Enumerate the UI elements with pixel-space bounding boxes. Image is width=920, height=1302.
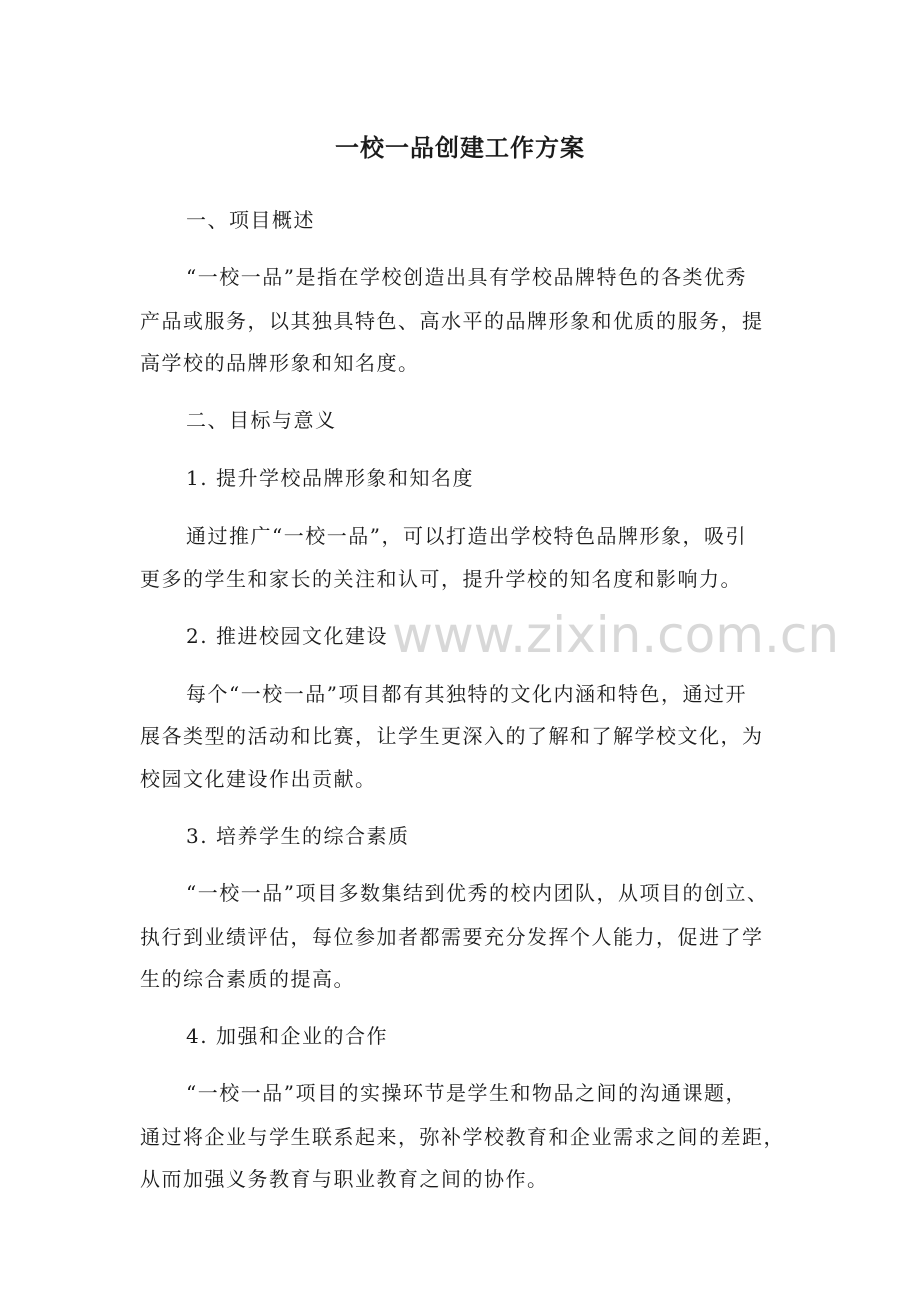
document-title: 一校一品创建工作方案: [335, 134, 585, 162]
paragraph-line: 产品或服务，以其独具特色、高水平的品牌形象和优质的服务，提: [140, 309, 764, 333]
paragraph-line: “一校一品”项目多数集结到优秀的校内团队，从项目的创立、: [186, 881, 769, 905]
paragraph-line: 执行到业绩评估，每位参加者都需要充分发挥个人能力，促进了学: [140, 925, 764, 949]
paragraph-line: “一校一品”是指在学校创造出具有学校品牌特色的各类优秀: [186, 265, 747, 289]
paragraph-line: “一校一品”项目的实操环节是学生和物品之间的沟通课题，: [186, 1081, 747, 1105]
paragraph-line: 校园文化建设作出贡献。: [140, 767, 377, 791]
paragraph-line: 通过将企业与学生联系起来，弥补学校教育和企业需求之间的差距，: [140, 1125, 785, 1149]
item-heading-3: 3. 培养学生的综合素质: [186, 824, 410, 848]
watermark: www.zixin.com.cn: [392, 606, 840, 664]
paragraph-line: 从而加强义务教育与职业教育之间的协作。: [140, 1167, 549, 1191]
paragraph-line: 生的综合素质的提高。: [140, 967, 355, 991]
item-heading-1: 1. 提升学校品牌形象和知名度: [186, 466, 474, 490]
paragraph-line: 展各类型的活动和比赛，让学生更深入的了解和了解学校文化，为: [140, 724, 764, 748]
paragraph-line: 每个“一校一品”项目都有其独特的文化内涵和特色，通过开: [186, 682, 747, 706]
item-heading-4: 4. 加强和企业的合作: [186, 1024, 388, 1048]
paragraph-line: 更多的学生和家长的关注和认可，提升学校的知名度和影响力。: [140, 567, 742, 591]
paragraph-line: 高学校的品牌形象和知名度。: [140, 351, 420, 375]
section-heading-overview: 一、项目概述: [186, 208, 315, 232]
item-heading-2: 2. 推进校园文化建设: [186, 624, 388, 648]
section-heading-goals: 二、目标与意义: [186, 408, 337, 432]
paragraph-line: 通过推广“一校一品”，可以打造出学校特色品牌形象，吸引: [186, 524, 747, 548]
